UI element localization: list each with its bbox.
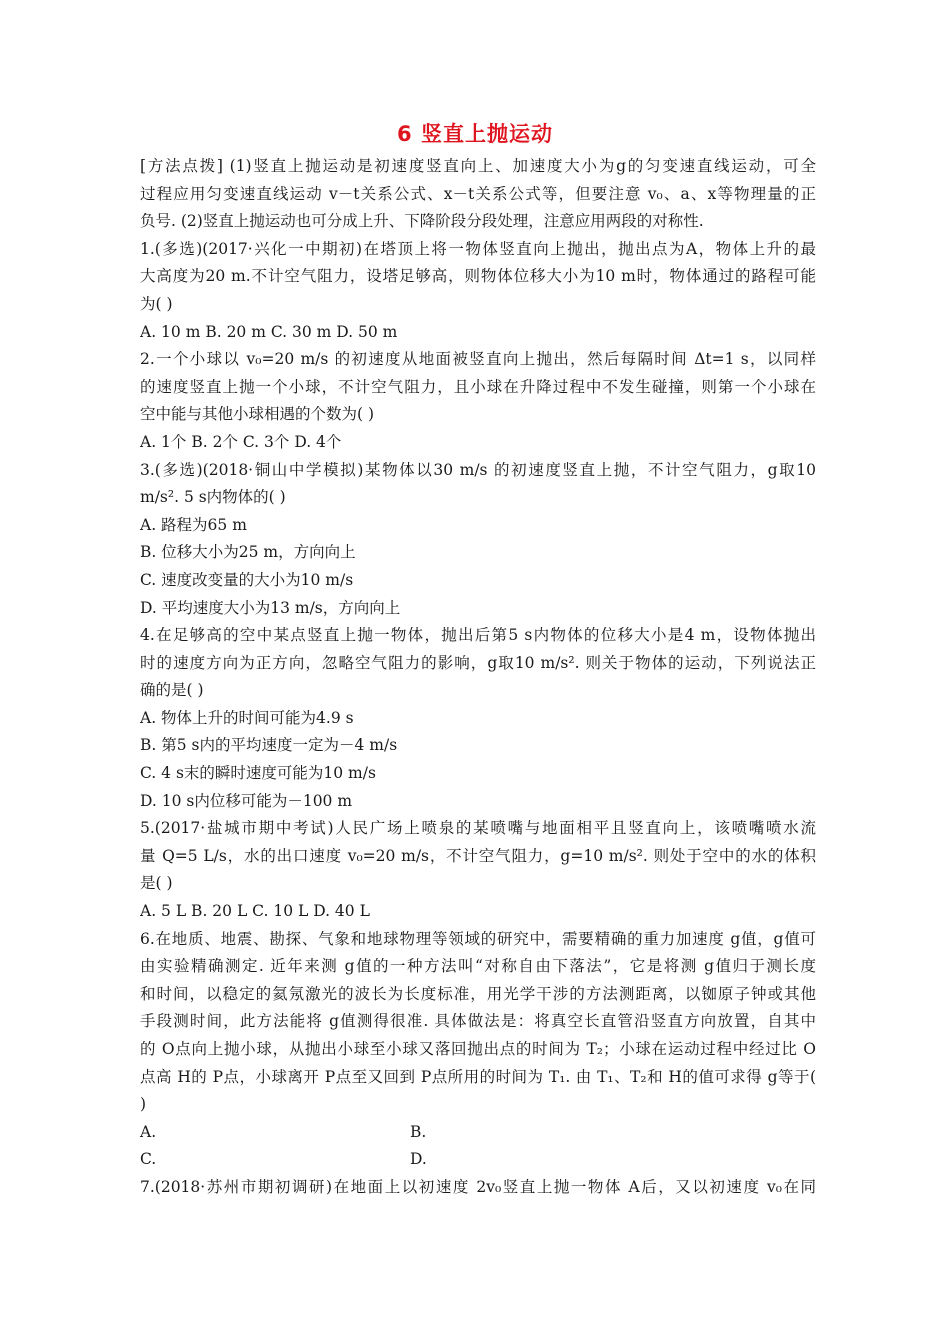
option-a: A.	[140, 1122, 157, 1141]
text-line: 量 Q=5 L/s，水的出口速度 v₀=20 m/s，不计空气阻力，g=10 m/s². 则处于空中的水的体积	[140, 846, 816, 865]
text-line: 6.在地质、地震、勘探、气象和地球物理等领域的研究中，需要精确的重力加速度 g值，g值可	[140, 929, 816, 948]
page-title: 6 竖直上抛运动	[397, 122, 553, 146]
answer-option: C. 4 s末的瞬时速度可能为10 m/s	[140, 764, 376, 783]
text-line: 手段测时间，此方法能将 g值测得很准. 具体做法是：将真空长直管沿竖直方向放置，自其中	[140, 1012, 816, 1031]
answer-option: A. 物体上升的时间可能为4.9 s	[140, 708, 354, 727]
options-row	[140, 1146, 816, 1174]
text-line: 3.(多选)(2018·铜山中学模拟)某物体以30 m/s 的初速度竖直上抛，不计空气阻力，g取10	[140, 460, 816, 479]
text-line: 空中能与其他小球相遇的个数为( )	[140, 405, 375, 424]
text-line: 由实验精确测定. 近年来测 g值的一种方法叫“对称自由下落法”，它是将测 g值归于测长度	[140, 957, 816, 976]
answer-option: D. 平均速度大小为13 m/s，方向向上	[140, 598, 401, 617]
option-d: D.	[410, 1150, 427, 1169]
text-line: 确的是( )	[140, 681, 204, 700]
answer-options: A. 10 m B. 20 m C. 30 m D. 50 m	[140, 322, 398, 341]
text-line: 负号. (2)竖直上抛运动也可分成上升、下降阶段分段处理，注意应用两段的对称性.	[140, 212, 704, 231]
text-line: 大高度为20 m.不计空气阻力，设塔足够高，则物体位移大小为10 m时，物体通过的路程可能	[140, 267, 816, 286]
answer-option: C. 速度改变量的大小为10 m/s	[140, 570, 354, 589]
document-body	[140, 153, 816, 1202]
text-line: 点高 H的 P点，小球离开 P点至又回到 P点所用的时间为 T₁. 由 T₁、T₂和 H的值可求得 g等于(	[140, 1067, 816, 1086]
text-line: 4.在足够高的空中某点竖直上抛一物体，抛出后第5 s内物体的位移大小是4 m，设物体抛出	[140, 626, 816, 645]
answer-option: D. 10 s内位移可能为－100 m	[140, 791, 353, 810]
text-line: 和时间，以稳定的氦氖激光的波长为长度标准，用光学干涉的方法测距离，以铷原子钟或其他	[140, 984, 816, 1003]
answer-option: B. 第5 s内的平均速度一定为－4 m/s	[140, 736, 398, 755]
text-line: 2.一个小球以 v₀=20 m/s 的初速度从地面被竖直向上抛出，然后每隔时间 Δt=1 s，以同样	[140, 350, 816, 369]
options-row	[140, 1119, 816, 1147]
text-line: m/s². 5 s内物体的( )	[140, 488, 286, 507]
text-line: 的速度竖直上抛一个小球，不计空气阻力，且小球在升降过程中不发生碰撞，则第一个小球在	[140, 377, 816, 396]
text-line: 1.(多选)(2017·兴化一中期初)在塔顶上将一物体竖直向上抛出，抛出点为A，物体上升的最	[140, 239, 816, 258]
text-line: 过程应用匀变速直线运动 v－t关系公式、x－t关系公式等，但要注意 v₀、a、x等物理量的正	[140, 184, 816, 203]
text-line: [方法点拨] (1)竖直上抛运动是初速度竖直向上、加速度大小为g的匀变速直线运动，可全	[140, 157, 816, 175]
answer-options: A. 5 L B. 20 L C. 10 L D. 40 L	[140, 902, 370, 921]
answer-option: B. 位移大小为25 m，方向向上	[140, 543, 356, 562]
text-line: 为( )	[140, 294, 173, 313]
text-line: 7.(2018·苏州市期初调研)在地面上以初速度 2v₀竖直上抛一物体 A后，又以初速度 v₀在同	[140, 1177, 816, 1196]
answer-option: A. 路程为65 m	[140, 515, 247, 534]
text-line: 5.(2017·盐城市期中考试)人民广场上喷泉的某喷嘴与地面相平且竖直向上，该喷嘴喷水流	[140, 819, 816, 838]
text-line: 是( )	[140, 874, 173, 893]
text-line: 时的速度方向为正方向，忽略空气阻力的影响，g取10 m/s². 则关于物体的运动，下列说法正	[140, 653, 816, 672]
text-line: 的 O点向上抛小球，从抛出小球至小球又落回抛出点的时间为 T₂；小球在运动过程中经过比 O	[140, 1040, 816, 1058]
option-c: C.	[140, 1150, 157, 1169]
option-b: B.	[410, 1122, 427, 1141]
text-line: )	[140, 1095, 147, 1114]
answer-options: A. 1个 B. 2个 C. 3个 D. 4个	[140, 432, 342, 451]
